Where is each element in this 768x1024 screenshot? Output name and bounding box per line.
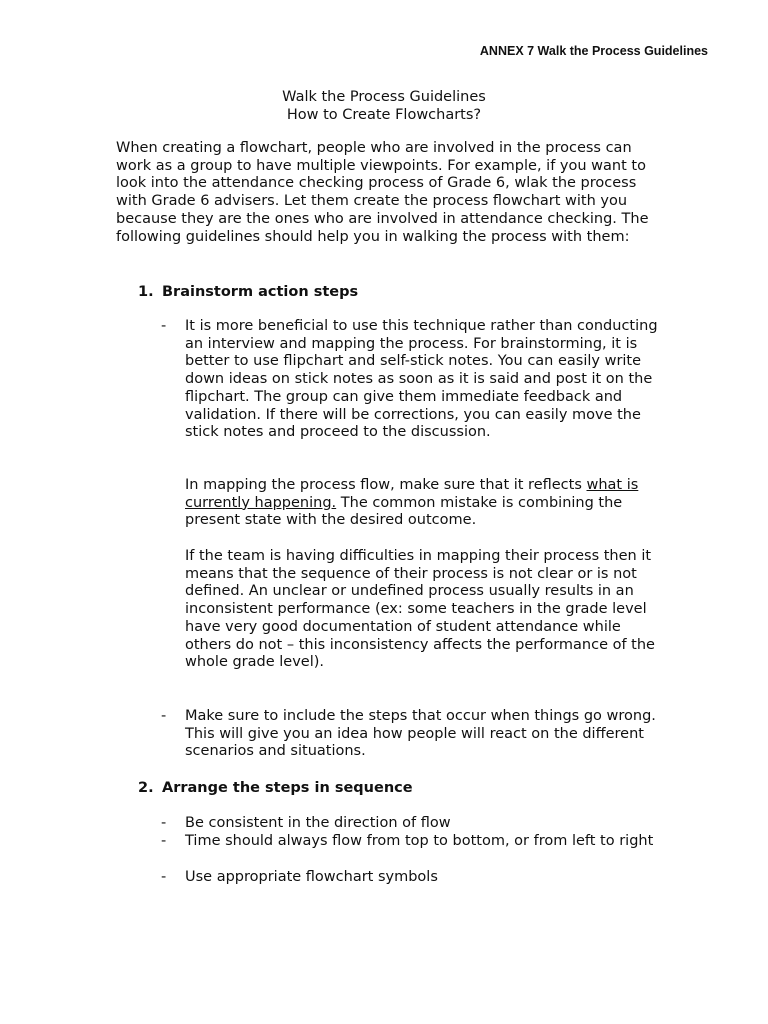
section-2-title: Arrange the steps in sequence [162,780,413,796]
bullet-dash: - [161,318,167,334]
section-1-bullet-1 [161,318,661,442]
section-2-number: 2. [138,780,154,796]
section-1-bullet-1-text: It is more beneficial to use this technique rather than conducting an interview and mapping the process. For brainstorming, it is better to use flipchart and self-stick notes. You can easily write down ideas on stick notes as soon as it is said and post it on the flipchart. The group can give them immediate feedback and validation. If there will be corrections, you can easily move the stick notes and proceed to the discussion. [185,318,658,441]
bullet-dash: - [161,708,167,724]
section-1-bullet-2-text: Make sure to include the steps that occur when things go wrong. This will give you an idea how people will react on the different scenarios and situations. [185,708,656,760]
bullet-dash: - [161,869,167,885]
bullet-dash: - [161,833,167,849]
section-2-bullet-2-text: Time should always flow from top to bottom, or from left to right [185,833,654,849]
section-2-bullet-3 [161,869,661,887]
section-1-heading [138,283,358,301]
section-2-bullet-1 [161,815,661,833]
paragraph-2-lead: In mapping the process flow, make sure that it reflects [185,477,582,493]
bullet-dash: - [161,815,167,831]
section-2-bullet-2 [161,833,661,851]
paragraph-2-tail: The common mistake is combining the present state with the desired outcome. [185,494,623,529]
title-block [0,88,768,124]
section-1-number: 1. [138,284,154,300]
page-subtitle: How to Create Flowcharts? [286,107,482,123]
intro-paragraph: When creating a flowchart, people who are involved in the process can work as a group to have multiple viewpoints. For example, if you want to look into the attendance checking process of Grade 6, wlak the process with Grade 6 advisers. Let them create the process flowchart with you because they are the ones who are involved in attendance checking. The following guidelines should help you in walking the process with them: [116,140,649,245]
section-1-bullet-2 [161,708,661,761]
paragraph-2-emphasis: what is currently happening. [185,477,639,511]
section-2-bullet-3-text: Use appropriate flowchart symbols [185,869,438,885]
section-2-heading [138,779,413,797]
section-1-title: Brainstorm action steps [162,284,359,300]
section-2-bullet-1-text: Be consistent in the direction of flow [185,815,451,831]
section-1-paragraph-3: If the team is having difficulties in mapping their process then it means that the sequence of their process is not clear or is not defined. An unclear or undefined process usually results in an inconsistent performance (ex: some teachers in the grade level have very good documentation of student attendance while others do not – this inconsistency affects the performance of the whole grade level). [185,548,655,671]
page-title: Walk the Process Guidelines [282,89,486,105]
section-1-paragraph-2 [185,477,655,530]
annex-header: ANNEX 7 Walk the Process Guidelines [479,44,708,58]
